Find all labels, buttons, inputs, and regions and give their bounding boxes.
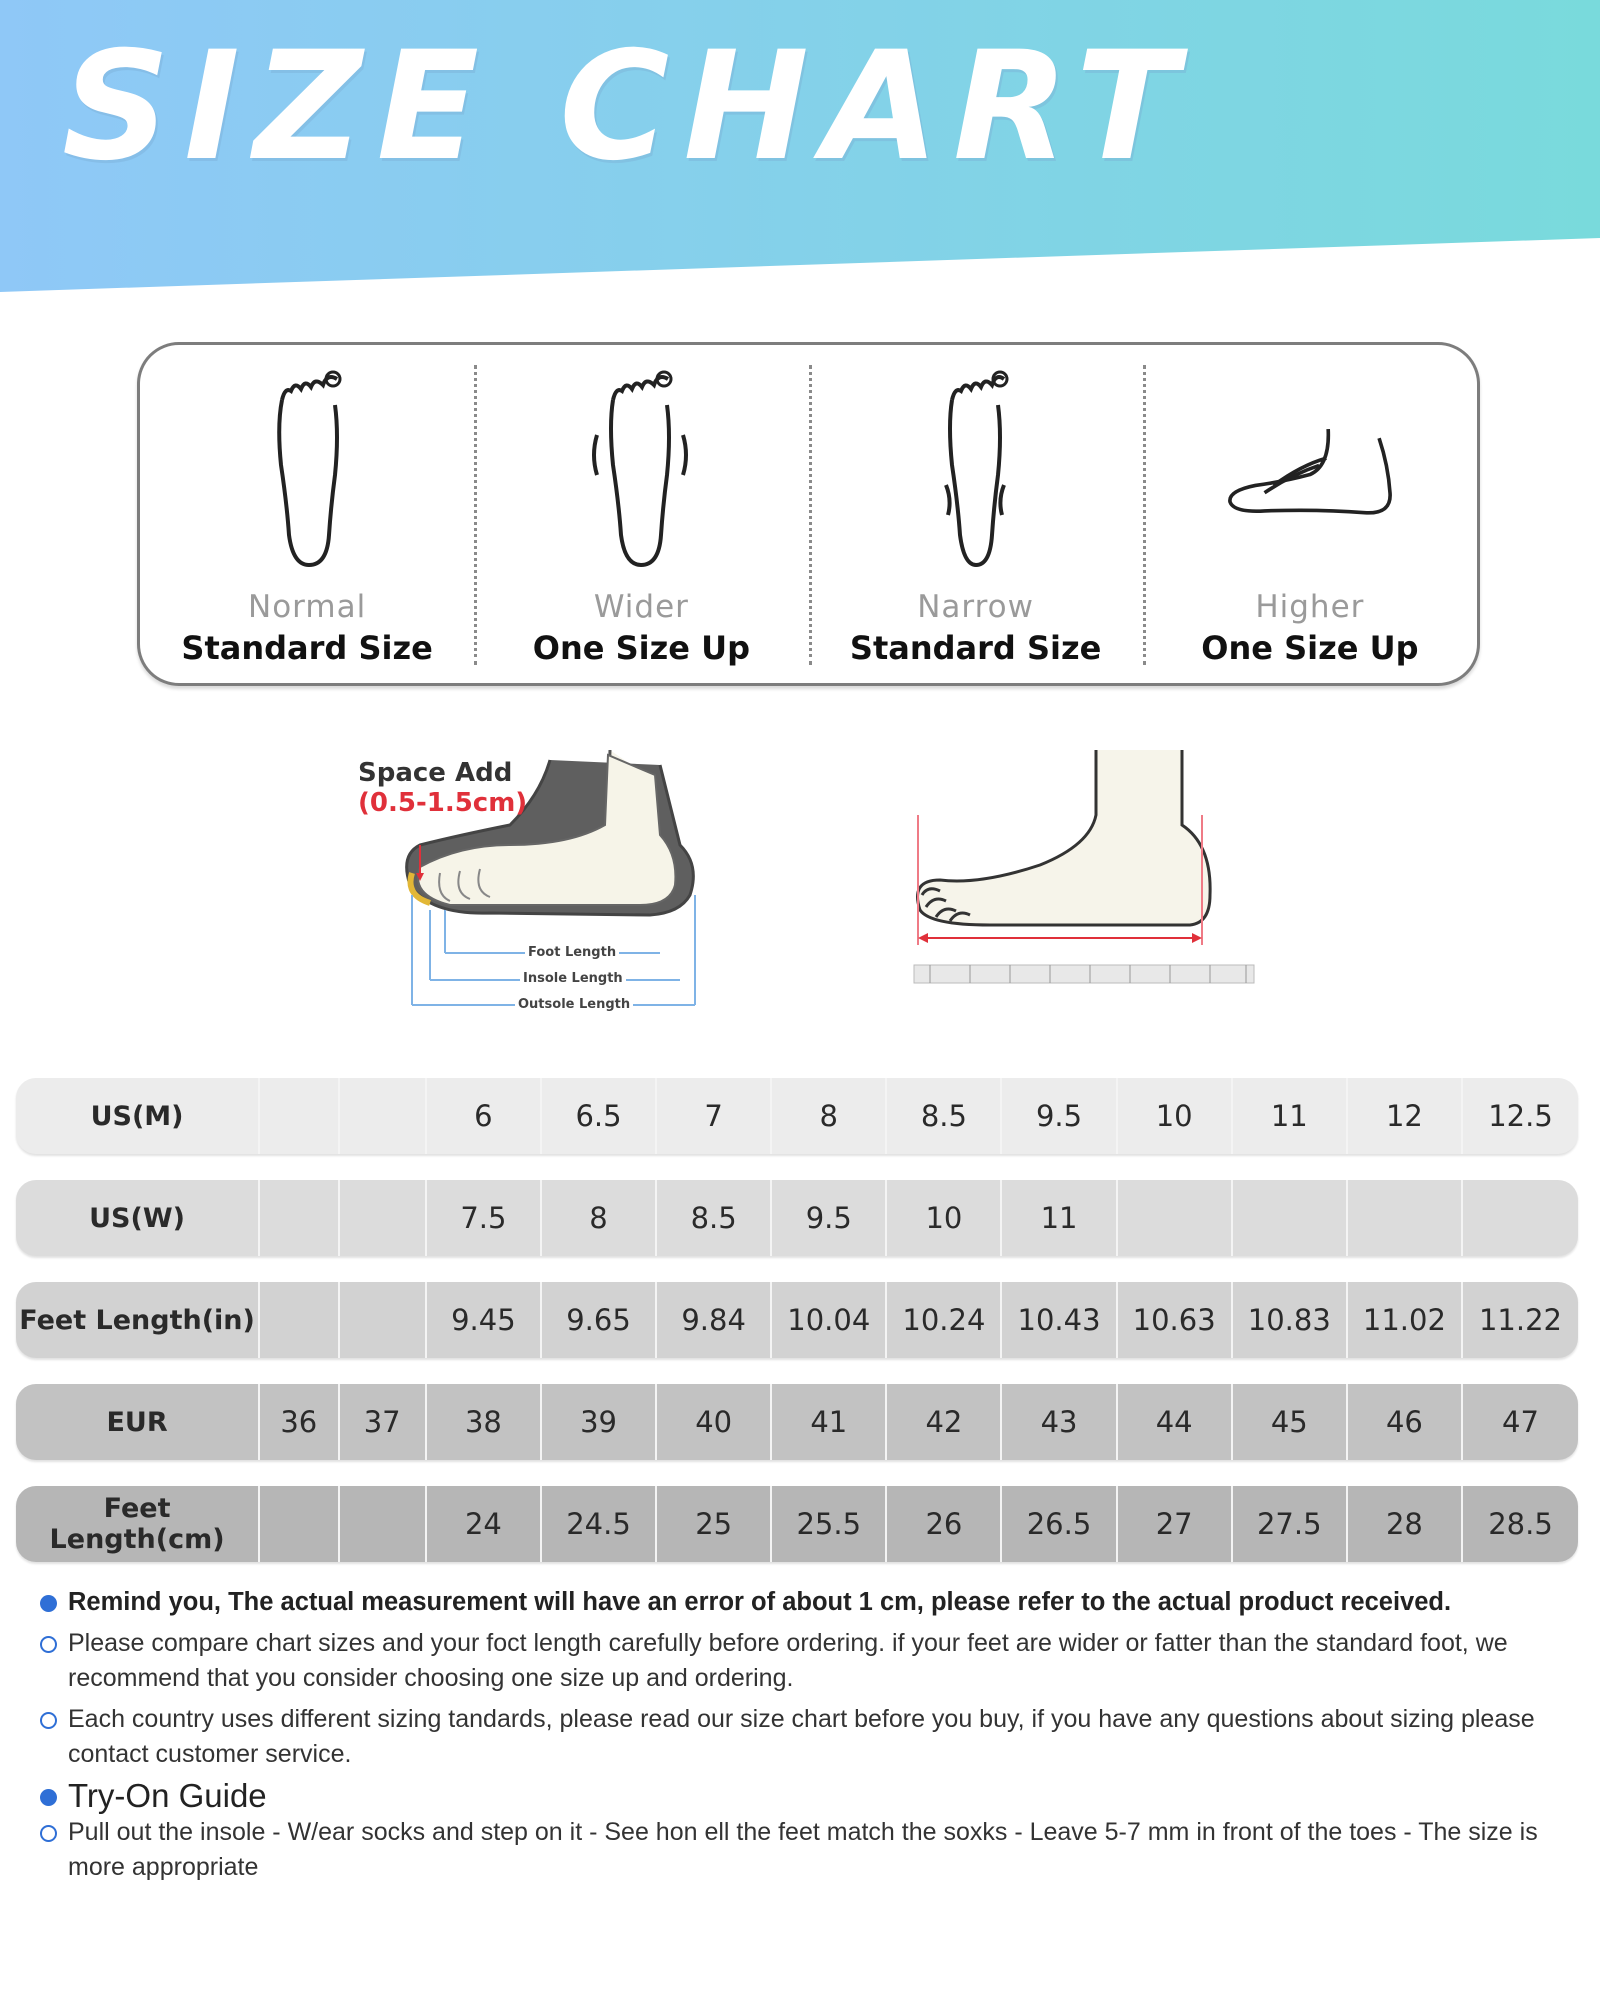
- size-cell: [1118, 1180, 1233, 1256]
- shoe-measurement-diagram: [350, 745, 730, 1025]
- size-cell: 43: [1002, 1384, 1117, 1460]
- size-cell: 36: [260, 1384, 339, 1460]
- size-row-label: EUR: [16, 1384, 260, 1460]
- size-cell: [1233, 1180, 1348, 1256]
- size-cell: 8.5: [887, 1078, 1002, 1154]
- size-cell: 11: [1233, 1078, 1348, 1154]
- note-try-on-steps: [38, 1815, 1578, 1885]
- size-cell: 45: [1233, 1384, 1348, 1460]
- size-cell: 26: [887, 1486, 1002, 1562]
- foot-type-label: Wider: [593, 589, 689, 625]
- foot-type-label: Normal: [248, 589, 367, 625]
- size-cell: 25.5: [772, 1486, 887, 1562]
- size-cell: 9.45: [427, 1282, 542, 1358]
- size-cell: [260, 1486, 339, 1562]
- size-cell: 24: [427, 1486, 542, 1562]
- note-text: Remind you, The actual measurement will have an error of about 1 cm, please refer to the actual product received.: [68, 1588, 1452, 1616]
- size-cell: 41: [772, 1384, 887, 1460]
- size-row-label: Feet Length(cm): [16, 1486, 260, 1562]
- note-measurement-error: [38, 1585, 1578, 1620]
- size-cell: 40: [657, 1384, 772, 1460]
- page-title: SIZE CHART: [62, 20, 1193, 194]
- bullet-open-icon: [40, 1825, 57, 1842]
- high-arch-foot-icon: [1210, 365, 1410, 575]
- size-cell: 10: [1118, 1078, 1233, 1154]
- notes-section: [38, 1585, 1578, 1891]
- size-row-label: US(W): [16, 1180, 260, 1256]
- normal-foot-icon: [207, 365, 407, 575]
- foot-recommendation: One Size Up: [532, 629, 750, 667]
- insole-length-label: Insole Length: [520, 971, 626, 986]
- size-row: [16, 1180, 1578, 1256]
- try-on-guide-heading: [38, 1778, 1578, 1813]
- foot-type-label: Narrow: [917, 589, 1035, 625]
- foot-type-label: Higher: [1255, 589, 1365, 625]
- size-cell: 9.5: [1002, 1078, 1117, 1154]
- size-cell: 8.5: [657, 1180, 772, 1256]
- size-cell: 47: [1502, 1405, 1539, 1439]
- size-cell: [260, 1180, 339, 1256]
- size-row-label: US(M): [16, 1078, 260, 1154]
- space-add-label: [358, 759, 527, 819]
- size-cell: 44: [1118, 1384, 1233, 1460]
- foot-type-wider: [474, 345, 808, 683]
- narrow-foot-icon: [876, 365, 1076, 575]
- note-text: Please compare chart sizes and your foct length carefully before ordering. if your feet are wider or fatter than the standard foot, we recommend that you consider choosing one size up and ordering.: [68, 1629, 1508, 1692]
- size-row: [16, 1078, 1578, 1154]
- size-cell: [340, 1282, 427, 1358]
- size-cell: 8: [772, 1078, 887, 1154]
- note-text: Try-On Guide: [68, 1777, 267, 1814]
- foot-recommendation: One Size Up: [1201, 629, 1419, 667]
- size-cell: 42: [887, 1384, 1002, 1460]
- foot-type-panel: [137, 342, 1480, 686]
- size-cell: 27.5: [1233, 1486, 1348, 1562]
- size-cell: 11.22: [1478, 1303, 1563, 1337]
- size-cell: 28.5: [1488, 1507, 1553, 1541]
- bullet-filled-icon: [40, 1789, 57, 1806]
- size-cell: 38: [427, 1384, 542, 1460]
- size-table: [16, 1078, 1578, 1588]
- size-cell: 6.5: [542, 1078, 657, 1154]
- wide-foot-icon: [541, 365, 741, 575]
- size-cell: 6: [427, 1078, 542, 1154]
- size-cell: 10.83: [1233, 1282, 1348, 1358]
- size-cell: 24.5: [542, 1486, 657, 1562]
- foot-recommendation: Standard Size: [849, 629, 1102, 667]
- size-cell: 12.5: [1488, 1099, 1553, 1133]
- size-cell: 9.84: [657, 1282, 772, 1358]
- size-row-label: Feet Length(in): [16, 1282, 260, 1358]
- outsole-length-label: Outsole Length: [515, 997, 633, 1012]
- size-cell: [1348, 1180, 1463, 1256]
- space-add-title: Space Add: [358, 758, 513, 788]
- size-cell: 27: [1118, 1486, 1233, 1562]
- size-cell: 37: [340, 1384, 427, 1460]
- foot-measurement-diagram: [900, 745, 1280, 1025]
- note-text: Pull out the insole - W/ear socks and step on it - See hon ell the feet match the soxks - Leave 5-7 mm in front of the toes - The size is more appropriate: [68, 1818, 1538, 1881]
- size-cell: 10.24: [887, 1282, 1002, 1358]
- size-cell: [260, 1282, 339, 1358]
- foot-type-narrow: [809, 345, 1143, 683]
- bullet-open-icon: [40, 1712, 57, 1729]
- size-cell: 39: [542, 1384, 657, 1460]
- size-cell: 12: [1348, 1078, 1463, 1154]
- foot-length-label: Foot Length: [525, 945, 619, 960]
- size-cell: 8: [542, 1180, 657, 1256]
- size-cell: [340, 1078, 427, 1154]
- size-cell: 25: [657, 1486, 772, 1562]
- size-cell: 10.63: [1118, 1282, 1233, 1358]
- size-cell: 28: [1348, 1486, 1463, 1562]
- size-cell: 10.04: [772, 1282, 887, 1358]
- size-row: [16, 1384, 1578, 1460]
- size-cell: 11: [1002, 1180, 1117, 1256]
- size-cell: [1463, 1180, 1578, 1256]
- bullet-filled-icon: [40, 1595, 57, 1612]
- space-add-range: (0.5-1.5cm): [358, 787, 528, 818]
- note-text: Each country uses different sizing tandards, please read our size chart before you buy, if you have any questions about sizing please contact customer service.: [68, 1705, 1535, 1768]
- size-cell: 10: [887, 1180, 1002, 1256]
- size-row: [16, 1486, 1578, 1562]
- foot-recommendation: Standard Size: [181, 629, 433, 667]
- foot-side-ruler-icon: [900, 745, 1280, 1025]
- foot-type-normal: [140, 345, 474, 683]
- size-cell: 9.5: [772, 1180, 887, 1256]
- size-cell: [260, 1078, 339, 1154]
- note-compare-sizes: [38, 1626, 1578, 1696]
- size-cell: 7.5: [427, 1180, 542, 1256]
- bullet-open-icon: [40, 1636, 57, 1653]
- size-cell: 7: [657, 1078, 772, 1154]
- size-cell: 46: [1348, 1384, 1463, 1460]
- note-country-standards: [38, 1702, 1578, 1772]
- size-cell: [340, 1486, 427, 1562]
- size-row: [16, 1282, 1578, 1358]
- foot-type-higher: [1143, 345, 1477, 683]
- size-cell: 26.5: [1002, 1486, 1117, 1562]
- size-cell: 11.02: [1348, 1282, 1463, 1358]
- size-cell: 10.43: [1002, 1282, 1117, 1358]
- size-cell: 9.65: [542, 1282, 657, 1358]
- header-banner: [0, 0, 1600, 300]
- size-cell: [340, 1180, 427, 1256]
